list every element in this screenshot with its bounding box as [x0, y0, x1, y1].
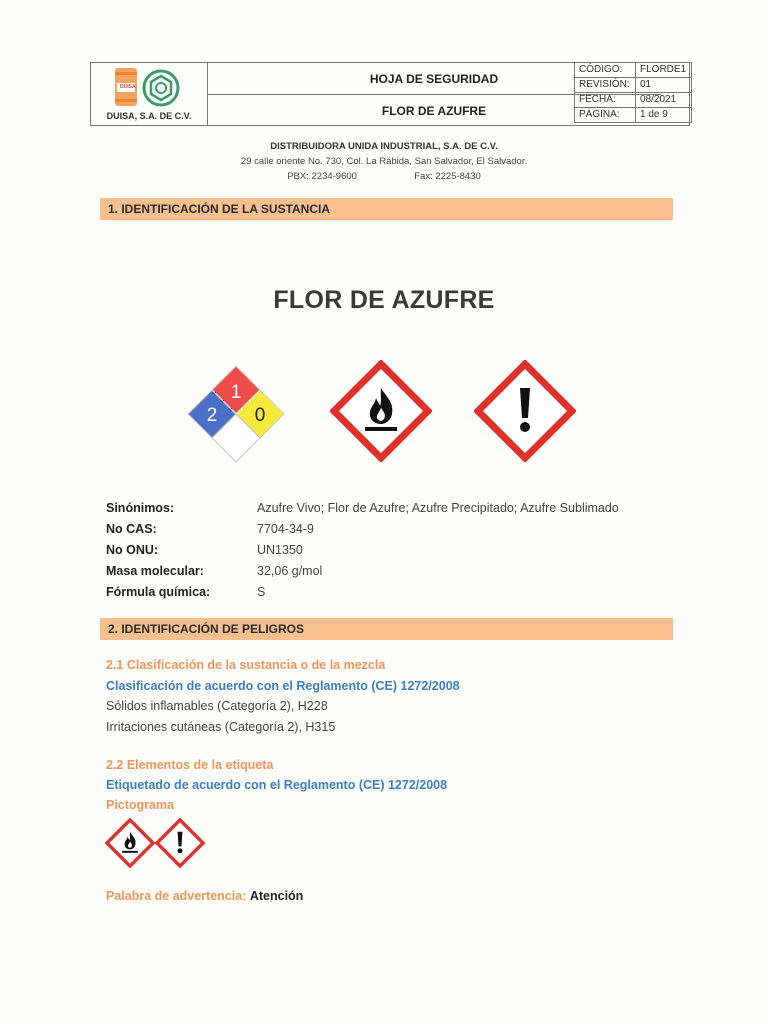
distributor-name: DISTRIBUIDORA UNIDA INDUSTRIAL, S.A. DE C.V.	[270, 141, 498, 152]
nfpa-reactivity-value: 0	[254, 405, 266, 426]
exclamation-pictogram-icon	[474, 360, 576, 462]
meta-value: FLORDE1	[636, 63, 692, 78]
meta-row-revision	[575, 78, 692, 93]
nfpa-health-value: 2	[206, 405, 218, 426]
company-logo-cell	[91, 63, 208, 125]
subsection-2-2-title: 2.2 Elementos de la etiqueta	[106, 758, 274, 772]
meta-value: 01	[636, 78, 692, 93]
logo-text: DUISA	[120, 84, 136, 90]
property-label: No CAS:	[106, 522, 157, 536]
meta-row-date	[575, 93, 692, 108]
doc-type-title: HOJA DE SEGURIDAD	[207, 63, 661, 95]
distributor-fax: Fax: 2225-8430	[414, 171, 481, 182]
labelling-regulation: Etiquetado de acuerdo con el Reglamento (CE) 1272/2008	[106, 778, 448, 792]
distributor-pbx: PBX: 2234-9600	[287, 171, 357, 182]
nfpa-flammability-value: 1	[230, 382, 242, 403]
meta-row-code	[575, 63, 692, 78]
property-value: S	[257, 585, 266, 599]
meta-row-page	[575, 108, 692, 123]
product-title: FLOR DE AZUFRE	[273, 286, 495, 314]
property-value: 7704-34-9	[257, 522, 314, 536]
section-2-header: 2. IDENTIFICACIÓN DE PELIGROS	[100, 618, 673, 640]
warning-word-label: Palabra de advertencia:	[106, 889, 247, 903]
small-exclamation-pictogram-icon	[155, 818, 205, 868]
meta-key: FECHA:	[575, 93, 636, 108]
warning-word-row	[106, 889, 303, 903]
product-name-header: FLOR DE AZUFRE	[381, 103, 487, 118]
flame-pictogram-icon	[330, 360, 432, 462]
property-label: Sinónimos:	[106, 501, 175, 515]
document-meta-table	[574, 62, 692, 126]
property-label: Masa molecular:	[106, 564, 204, 578]
distributor-phones	[0, 171, 768, 182]
small-flame-pictogram-icon	[105, 818, 155, 868]
company-name: DUISA, S.A. DE C.V.	[106, 111, 192, 121]
property-label: No ONU:	[106, 543, 159, 557]
section-1-header: 1. IDENTIFICACIÓN DE LA SUSTANCIA	[100, 198, 673, 220]
property-value: 32,06 g/mol	[257, 564, 323, 578]
distributor-address: 29 calle oriente No. 730, Col. La Rábida, San Salvador, El Salvador.	[240, 156, 528, 167]
subsection-2-1-title: 2.1 Clasificación de la sustancia o de la mezcla	[106, 658, 386, 672]
classification-item: Irritaciones cutáneas (Categoría 2), H315	[106, 720, 336, 734]
pictogram-label: Pictograma	[106, 798, 175, 812]
warning-word-value: Atención	[249, 889, 304, 903]
nfpa-diamond-icon	[186, 364, 286, 464]
meta-value: 1 de 9	[636, 108, 692, 123]
property-value: UN1350	[257, 543, 303, 557]
meta-key: REVISIÓN:	[575, 78, 636, 93]
property-label: Fórmula química:	[106, 585, 211, 599]
meta-value: 08/2021	[636, 93, 692, 108]
classification-regulation: Clasificación de acuerdo con el Reglamento (CE) 1272/2008	[106, 679, 460, 693]
meta-key: PÁGINA:	[575, 108, 636, 123]
property-value: Azufre Vivo; Flor de Azufre; Azufre Precipitado; Azufre Sublimado	[257, 501, 619, 515]
meta-key: CÓDIGO:	[575, 63, 636, 78]
classification-item: Sólidos inflamables (Categoría 2), H228	[106, 699, 328, 713]
